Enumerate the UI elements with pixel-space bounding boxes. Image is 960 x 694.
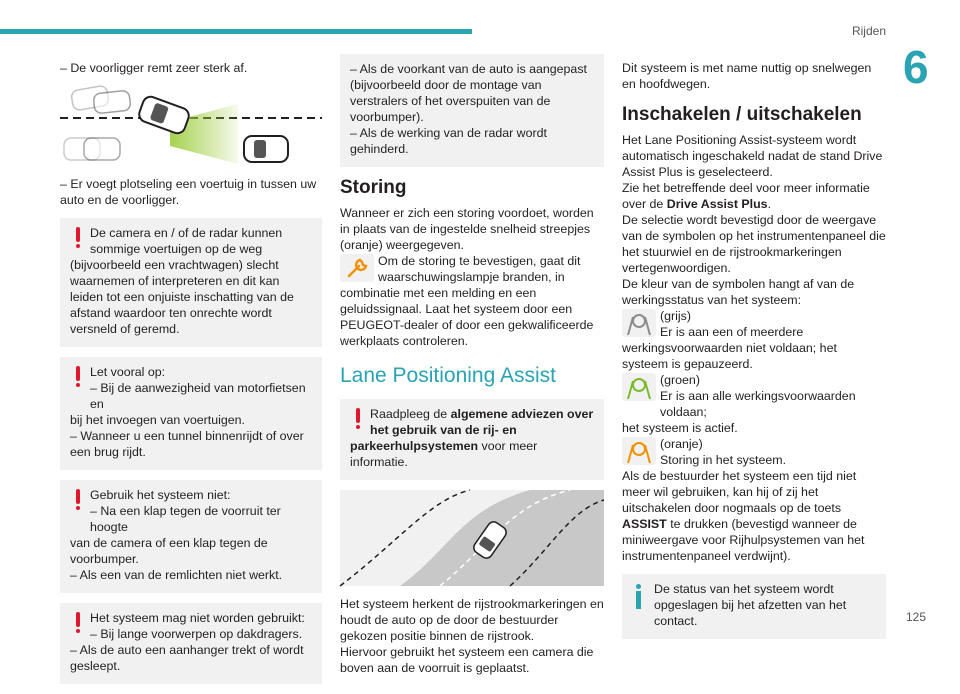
warning-text: Gebruik het systeem niet: — [90, 488, 231, 502]
box-text: – Als de werking van de radar wordt gehinderd. — [350, 126, 547, 156]
warning-box-do-not-use — [60, 480, 322, 593]
chapter-number: 6 — [903, 41, 929, 93]
status-label: (oranje) — [660, 437, 703, 451]
paragraph-text: Als de bestuurder het systeem een tijd niet meer wil gebruiken, kan hij of zij het uitschakelen door nogmaals op de toets — [622, 469, 857, 515]
info-box-status-saved — [622, 574, 886, 639]
lane-positioning-illustration — [340, 490, 604, 586]
info-box-radar-conditions — [340, 54, 604, 167]
warning-text: – Als de auto een aanhanger trekt of wordt gesleept. — [70, 643, 304, 673]
paragraph: combinatie met een melding en een geluidssignaal. Laat het systeem door een PEUGEOT-dealer of door een gekwalificeerde werkplaats controleren. — [340, 286, 594, 348]
warning-exclamation-icon — [70, 227, 86, 249]
warning-box-must-not-use — [60, 603, 322, 684]
warning-text: Het systeem mag niet worden gebruikt: — [90, 611, 305, 625]
box-text-bold: parkeerhulpsystemen — [350, 439, 479, 453]
column-left — [60, 54, 322, 694]
warning-box-camera-radar — [60, 218, 322, 347]
box-text: Raadpleeg de — [370, 407, 451, 421]
warning-exclamation-icon — [70, 366, 86, 388]
paragraph-text: . — [767, 197, 772, 211]
lane-assist-orange-icon — [622, 437, 656, 465]
paragraph: Het systeem herkent de rijstrookmarkeringen en houdt de auto op de door de bestuurder gekozen positie binnen de rijstrook. — [340, 597, 604, 643]
info-icon — [630, 584, 646, 610]
wrench-warning-icon — [340, 254, 374, 282]
warning-exclamation-icon — [70, 489, 86, 511]
paragraph: Dit systeem is met name nuttig op snelwegen en hoofdwegen. — [622, 61, 872, 91]
header-accent-bar — [0, 29, 472, 34]
status-row-grey — [622, 308, 886, 340]
status-text: Storing in het systeem. — [660, 453, 787, 467]
paragraph-text: te drukken (bevestigd wanneer de miniweergave voor Rijhulpsystemen van het instrumentenpaneel verdwijnt). — [622, 517, 865, 563]
paragraph-text-bold: ASSIST — [622, 517, 667, 531]
lane-assist-green-icon — [622, 373, 656, 401]
warning-box-attention — [60, 357, 322, 470]
paragraph — [622, 180, 886, 212]
status-label: (groen) — [660, 373, 700, 387]
status-row-green — [622, 372, 886, 420]
warning-text: – Als een van de remlichten niet werkt. — [70, 568, 283, 582]
paragraph: het systeem is actief. — [622, 421, 738, 435]
warning-text: – Bij de aanwezigheid van motorfietsen en — [90, 381, 306, 411]
status-text: Er is aan een of meerdere — [660, 325, 804, 339]
paragraph: De kleur van de symbolen hangt af van de werkingsstatus van het systeem: — [622, 277, 855, 307]
warning-text: (bijvoorbeeld een vrachtwagen) slecht waarnemen of interpreteren en dit kan leiden tot een onjuiste inschatting van de afstand waardoor ten onrechte wordt versneld of geremd. — [70, 258, 294, 336]
page-header-title: Rijden — [851, 24, 886, 38]
paragraph — [622, 468, 886, 564]
warning-text: Let vooral op: — [90, 365, 166, 379]
lane-illustration-frame — [340, 490, 604, 586]
warning-exclamation-icon — [350, 408, 366, 430]
status-text: Er is aan alle werkingsvoorwaarden voldaan; — [660, 389, 856, 419]
box-text: De status van het systeem wordt opgeslagen bij het afzetten van het contact. — [654, 582, 847, 628]
section-title-inschakelen: Inschakelen / uitschakelen — [622, 104, 862, 125]
warning-exclamation-icon — [70, 612, 86, 634]
box-text-bold: algemene adviezen over het gebruik van de rij- en — [370, 407, 594, 437]
paragraph: Om de storing te bevestigen, gaat dit waarschuwingslampje branden, in — [378, 254, 581, 284]
column-right — [622, 54, 886, 649]
warning-text: bij het invoegen van voertuigen. — [70, 413, 245, 427]
warning-lamp-row — [340, 253, 604, 285]
warning-text: De camera en / of de radar kunnen sommige voertuigen op de weg — [90, 226, 283, 256]
box-text: voor meer informatie. — [350, 439, 538, 469]
text-line: – De voorligger remt zeer sterk af. — [60, 61, 248, 75]
warning-text: – Wanneer u een tunnel binnenrijdt of over een brug rijdt. — [70, 429, 304, 459]
paragraph: Wanneer er zich een storing voordoet, worden in plaats van de ingestelde snelheid streepjes (oranje) weergegeven. — [340, 206, 594, 252]
paragraph-text-bold: Drive Assist Plus — [666, 197, 768, 211]
paragraph: Het Lane Positioning Assist-systeem wordt automatisch ingeschakeld nadat de stand Drive Assist Plus is geselecteerd. — [622, 133, 883, 179]
status-label: (grijs) — [660, 309, 691, 323]
lane-assist-grey-icon — [622, 309, 656, 337]
braking-car-illustration — [60, 84, 322, 170]
paragraph: Hiervoor gebruikt het systeem een camera die boven aan de voorruit is geplaatst. — [340, 645, 594, 675]
column-middle — [340, 54, 604, 676]
status-row-orange — [622, 436, 886, 468]
warning-text: – Bij lange voorwerpen op dakdragers. — [90, 627, 303, 641]
warning-text: van de camera of een klap tegen de voorbumper. — [70, 536, 268, 566]
box-text: – Als de voorkant van de auto is aangepast (bijvoorbeeld door de montage van verstralers of het overspuiten van de voorbumper). — [350, 62, 587, 124]
warning-text: – Na een klap tegen de voorruit ter hoogte — [90, 504, 281, 534]
section-title-storing: Storing — [340, 177, 407, 198]
paragraph-text: Zie het betreffende deel voor meer informatie over de — [622, 181, 870, 211]
text-line: – Er voegt plotseling een voertuig in tussen uw auto en de voorligger. — [60, 177, 317, 207]
paragraph: werkingsvoorwaarden niet voldaan; het systeem is gepauzeerd. — [622, 341, 837, 371]
warning-box-general-advice — [340, 399, 604, 480]
section-title-lane-positioning-assist: Lane Positioning Assist — [340, 364, 556, 387]
page-number: 125 — [905, 610, 926, 624]
paragraph: De selectie wordt bevestigd door de weergave van de symbolen op het instrumentenpaneel die het stuurwiel en de rijstrookmarkeringen vertegenwoordigen. — [622, 213, 886, 275]
